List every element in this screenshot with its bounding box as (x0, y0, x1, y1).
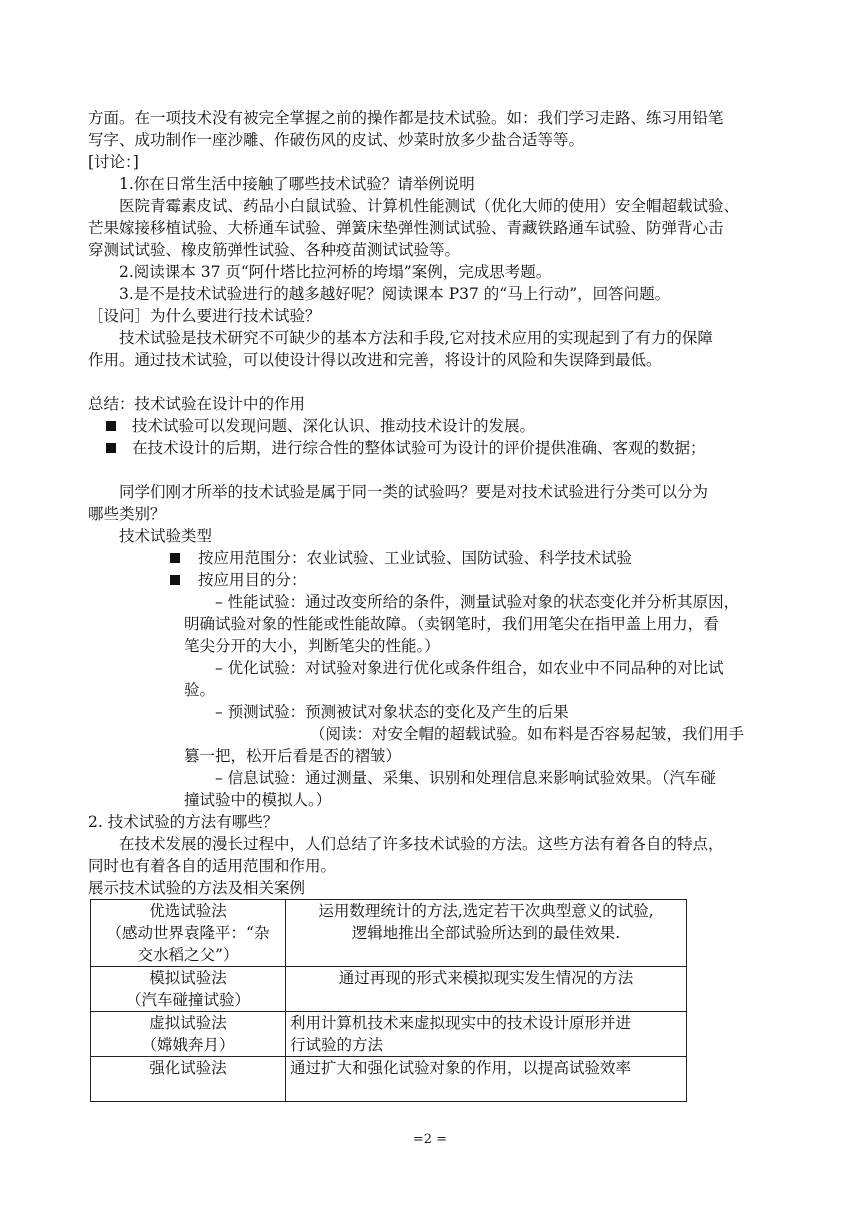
discussion-heading: [讨论：] (88, 153, 139, 171)
page-number: =2 = (412, 1132, 448, 1147)
sub-item-line: （阅读：对安全帽的超载试验。如布料是否容易起皱，我们用手 (310, 725, 745, 743)
table-row (91, 1012, 687, 1057)
methods-table (90, 899, 687, 1102)
answer-line: 穿测试试验、橡皮筋弹性试验、各种疫苗测试试验等。 (88, 241, 461, 259)
list-item: 按应用目的分： (88, 569, 780, 591)
list-item: 在技术设计的后期，进行综合性的整体试验可为设计的评价提供准确、客观的数据； (88, 437, 780, 459)
sub-item-line: 撞试验中的模拟人。） (184, 791, 332, 809)
table-cell: 运用数理统计的方法,选定若干次典型意义的试验, 逻辑地推出全部试验所达到的最佳效果. (286, 900, 687, 967)
square-bullet-icon (106, 443, 116, 453)
sub-item-line: 篡一把，松开后看是否的褶皱） (184, 747, 402, 765)
sub-item-line: – 性能试验：通过改变所给的条件，测量试验对象的状态变化并分析其原因， (215, 593, 740, 611)
paragraph-line: 在技术发展的漫长过程中，人们总结了许多技术试验的方法。这些方法有着各自的特点， (119, 835, 724, 853)
sub-item-line: – 优化试验：对试验对象进行优化或条件组合，如农业中不同品种的对比试 (215, 659, 724, 677)
answer-line: 芒果嫁接移植试验、大桥通车试验、弹簧床垫弹性测试试验、青藏铁路通车试验、防弹背心击 (88, 219, 724, 237)
sub-item-line: 明确试验对象的性能或性能故障。（卖钢笔时，我们用笔尖在指甲盖上用力，看 (184, 615, 719, 633)
table-cell: 强化试验法 (91, 1057, 286, 1102)
square-bullet-icon (106, 421, 116, 431)
summary-heading: 总结：技术试验在设计中的作用 (88, 395, 306, 413)
table-caption: 展示技术试验的方法及相关案例 (88, 879, 306, 897)
table-cell: 通过再现的形式来模拟现实发生情况的方法 (286, 967, 687, 1012)
sub-item-line: – 预测试验：预测被试对象状态的变化及产生的后果 (215, 703, 569, 721)
paragraph-line: 作用。通过技术试验，可以使设计得以改进和完善，将设计的风险和失误降到最低。 (88, 351, 662, 369)
question-1: 1.你在日常生活中接触了哪些技术试验？请举例说明 (119, 175, 475, 193)
sub-item-line: 笔尖分开的大小，判断笔尖的性能。） (184, 637, 440, 655)
document-page (88, 0, 780, 1102)
types-heading: 技术试验类型 (119, 527, 213, 545)
question-2: 2.阅读课本 37 页“阿什塔比拉河桥的垮塌”案例，完成思考题。 (119, 263, 552, 281)
section-heading: 2. 技术试验的方法有哪些？ (88, 813, 279, 831)
answer-line: 医院青霉素皮试、药品小白鼠试验、计算机性能测试（优化大师的使用）安全帽超载试验、 (119, 197, 740, 215)
table-row (91, 900, 687, 967)
table-row (91, 1057, 687, 1102)
table-cell: 虚拟试验法 （嫦娥奔月） (91, 1012, 286, 1057)
square-bullet-icon (170, 575, 180, 585)
sub-item-line: – 信息试验：通过测量、采集、识别和处理信息来影响试验效果。（汽车碰 (215, 769, 716, 787)
paragraph-line: 写字、成功制作一座沙雕、作破伤风的皮试、炒菜时放多少盐合适等等。 (88, 131, 585, 149)
list-item: 按应用范围分：农业试验、工业试验、国防试验、科学技术试验 (88, 547, 780, 569)
table-cell: 利用计算机技术来虚拟现实中的技术设计原形并进 行试验的方法 (286, 1012, 687, 1057)
table-row (91, 967, 687, 1012)
table-cell: 通过扩大和强化试验对象的作用，以提高试验效率 (286, 1057, 687, 1102)
paragraph-line: 哪些类别？ (88, 505, 166, 523)
table-cell: 模拟试验法 （汽车碰撞试验） (91, 967, 286, 1012)
paragraph-line: 同时也有着各自的适用范围和作用。 (88, 857, 337, 875)
paragraph-line: 方面。在一项技术没有被完全掌握之前的操作都是技术试验。如：我们学习走路、练习用铅笔 (88, 109, 724, 127)
sub-item-line: 验。 (184, 681, 216, 699)
table-cell: 优选试验法 （感动世界袁隆平：“杂 交水稻之父”） (91, 900, 286, 967)
square-bullet-icon (170, 553, 180, 563)
paragraph-line: 同学们刚才所举的技术试验是属于同一类的试验吗？要是对技术试验进行分类可以分为 (119, 483, 709, 501)
ask-heading: ［设问］为什么要进行技术试验？ (88, 307, 321, 325)
paragraph-line: 技术试验是技术研究不可缺少的基本方法和手段,它对技术应用的实现起到了有力的保障 (119, 329, 713, 347)
question-3: 3.是不是技术试验进行的越多越好呢？阅读课本 P37 的“马上行动”，回答问题。 (119, 285, 671, 303)
list-item: 技术试验可以发现问题、深化认识、推动技术设计的发展。 (88, 415, 780, 437)
